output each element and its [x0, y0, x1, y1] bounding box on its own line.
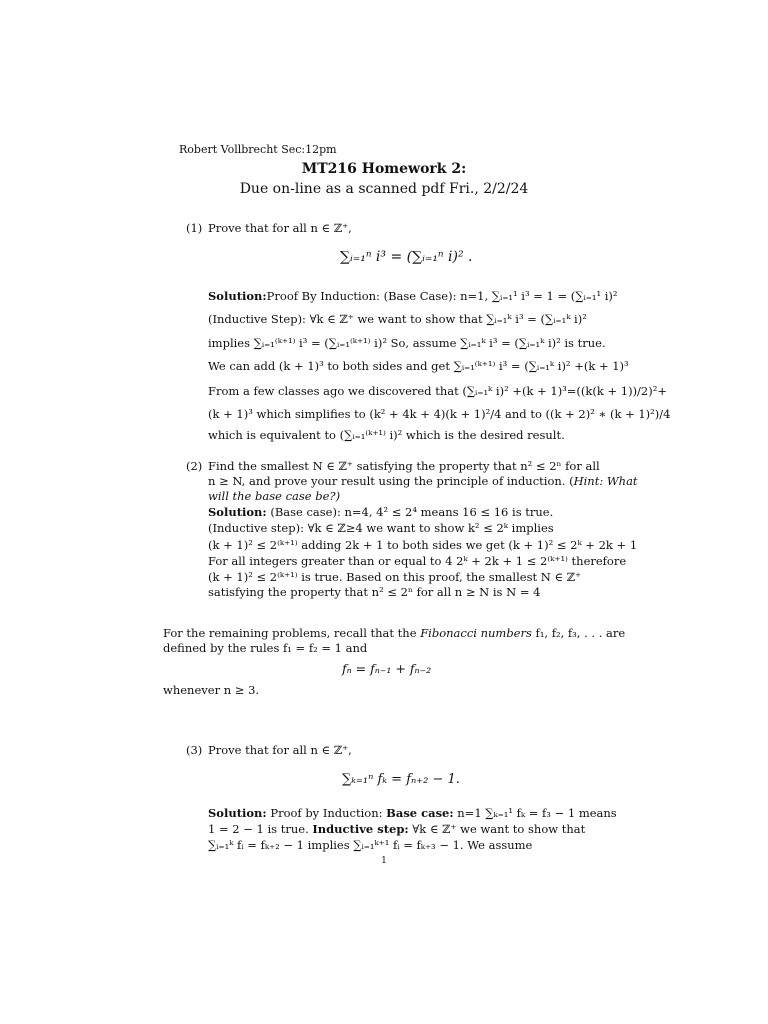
- author-line: Robert Vollbrecht Sec:12pm: [179, 143, 337, 156]
- problem-2-number: (2): [186, 459, 203, 473]
- problem-1-number: (1): [186, 221, 203, 235]
- fibonacci-term: Fibonacci numbers: [420, 626, 532, 640]
- problem-3-solution-line-1: [208, 806, 617, 821]
- problem-3-statement: Prove that for all n ∈ ℤ⁺,: [208, 743, 352, 757]
- problem-2-solution-line-4: For all integers greater than or equal to 4 2ᵏ + 2k + 1 ≤ 2⁽ᵏ⁺¹⁾ therefore: [208, 554, 627, 568]
- problem-3-number: (3): [186, 743, 203, 757]
- problem-1-statement: Prove that for all n ∈ ℤ⁺,: [208, 221, 352, 235]
- solution-text: Proof by Induction:: [270, 806, 387, 820]
- fibonacci-intro-line-1: [163, 626, 625, 641]
- statement-text: n ≥ N, and prove your result using the principle of induction. (: [208, 474, 574, 488]
- fibonacci-intro-line-3: whenever n ≥ 3.: [163, 683, 260, 697]
- fibonacci-recurrence: fₙ = fₙ₋₁ + fₙ₋₂: [342, 661, 432, 676]
- solution-label: Solution:: [208, 289, 267, 303]
- hint-text: Hint: What: [573, 474, 638, 488]
- problem-1-solution-line-7: which is equivalent to (∑ᵢ₌₁⁽ᵏ⁺¹⁾ i)² which is the desired result.: [208, 428, 565, 442]
- problem-2-statement-line-2: [208, 474, 638, 489]
- fibonacci-intro-line-2: defined by the rules f₁ = f₂ = 1 and: [163, 641, 368, 655]
- page-subtitle: Due on-line as a scanned pdf Fri., 2/2/24: [239, 181, 529, 197]
- base-case-label: Base case:: [386, 806, 454, 820]
- page-number: 1: [381, 856, 387, 866]
- problem-1-solution-line-2: (Inductive Step): ∀k ∈ ℤ⁺ we want to show that ∑ᵢ₌₁ᵏ i³ = (∑ᵢ₌₁ᵏ i)²: [208, 312, 587, 326]
- solution-text: (Base case): n=4, 4² ≤ 2⁴ means 16 ≤ 16 is true.: [270, 505, 554, 519]
- problem-2-solution-line-1: [208, 505, 553, 520]
- intro-text: For the remaining problems, recall that the: [163, 626, 421, 640]
- problem-3-solution-line-3: ∑ᵢ₌₁ᵏ fᵢ = fₖ₊₂ − 1 implies ∑ᵢ₌₁ᵏ⁺¹ fᵢ = fₖ₊₃ − 1. We assume: [208, 838, 533, 852]
- problem-2-solution-line-5: (k + 1)² ≤ 2⁽ᵏ⁺¹⁾ is true. Based on this proof, the smallest N ∈ ℤ⁺: [208, 570, 582, 584]
- solution-label: Solution:: [208, 505, 267, 519]
- problem-1-solution-line-3: implies ∑ᵢ₌₁⁽ᵏ⁺¹⁾ i³ = (∑ᵢ₌₁⁽ᵏ⁺¹⁾ i)² So, assume ∑ᵢ₌₁ᵏ i³ = (∑ᵢ₌₁ᵏ i)² is true.: [208, 336, 606, 350]
- base-case-conclusion: 1 = 2 − 1 is true.: [208, 822, 313, 836]
- problem-1-solution-line-4: We can add (k + 1)³ to both sides and get ∑ᵢ₌₁⁽ᵏ⁺¹⁾ i³ = (∑ᵢ₌₁ᵏ i)² +(k + 1)³: [208, 359, 629, 373]
- problem-1-equation: ∑ᵢ₌₁ⁿ i³ = (∑ᵢ₌₁ⁿ i)² .: [340, 249, 473, 265]
- base-case-text: n=1 ∑ₖ₌₁¹ fₖ = f₃ − 1 means: [453, 806, 617, 820]
- problem-2-statement-line-1: Find the smallest N ∈ ℤ⁺ satisfying the property that n² ≤ 2ⁿ for all: [208, 459, 600, 473]
- intro-text-rest: f₁, f₂, f₃, . . . are: [531, 626, 626, 640]
- problem-3-equation: ∑ₖ₌₁ⁿ fₖ = fₙ₊₂ − 1.: [342, 772, 460, 787]
- problem-2-solution-line-2: (Inductive step): ∀k ∈ ℤ≥4 we want to show k² ≤ 2ᵏ implies: [208, 521, 554, 535]
- problem-2-solution-line-3: (k + 1)² ≤ 2⁽ᵏ⁺¹⁾ adding 2k + 1 to both sides we get (k + 1)² ≤ 2ᵏ + 2k + 1: [208, 538, 638, 552]
- page-title: MT216 Homework 2:: [301, 161, 467, 177]
- inductive-step-label: Inductive step:: [312, 822, 409, 836]
- solution-label: Solution:: [208, 806, 267, 820]
- problem-2-statement-line-3: will the base case be?): [208, 489, 341, 503]
- problem-3-solution-line-2: [208, 822, 585, 837]
- problem-1-solution-line-5: From a few classes ago we discovered that (∑ᵢ₌₁ᵏ i)² +(k + 1)³=((k(k + 1))/2)²+: [208, 384, 667, 398]
- problem-2-solution-line-6: satisfying the property that n² ≤ 2ⁿ for all n ≥ N is N = 4: [208, 585, 541, 599]
- problem-1-solution-line-1: [208, 289, 618, 304]
- problem-1-solution-line-6: (k + 1)³ which simplifies to (k² + 4k + 4)(k + 1)²/4 and to ((k + 2)² ∗ (k + 1)²)/4: [208, 407, 671, 421]
- solution-text: Proof By Induction: (Base Case): n=1, ∑ᵢ₌₁¹ i³ = 1 = (∑ᵢ₌₁¹ i)²: [266, 289, 618, 303]
- inductive-step-text: ∀k ∈ ℤ⁺ we want to show that: [408, 822, 586, 836]
